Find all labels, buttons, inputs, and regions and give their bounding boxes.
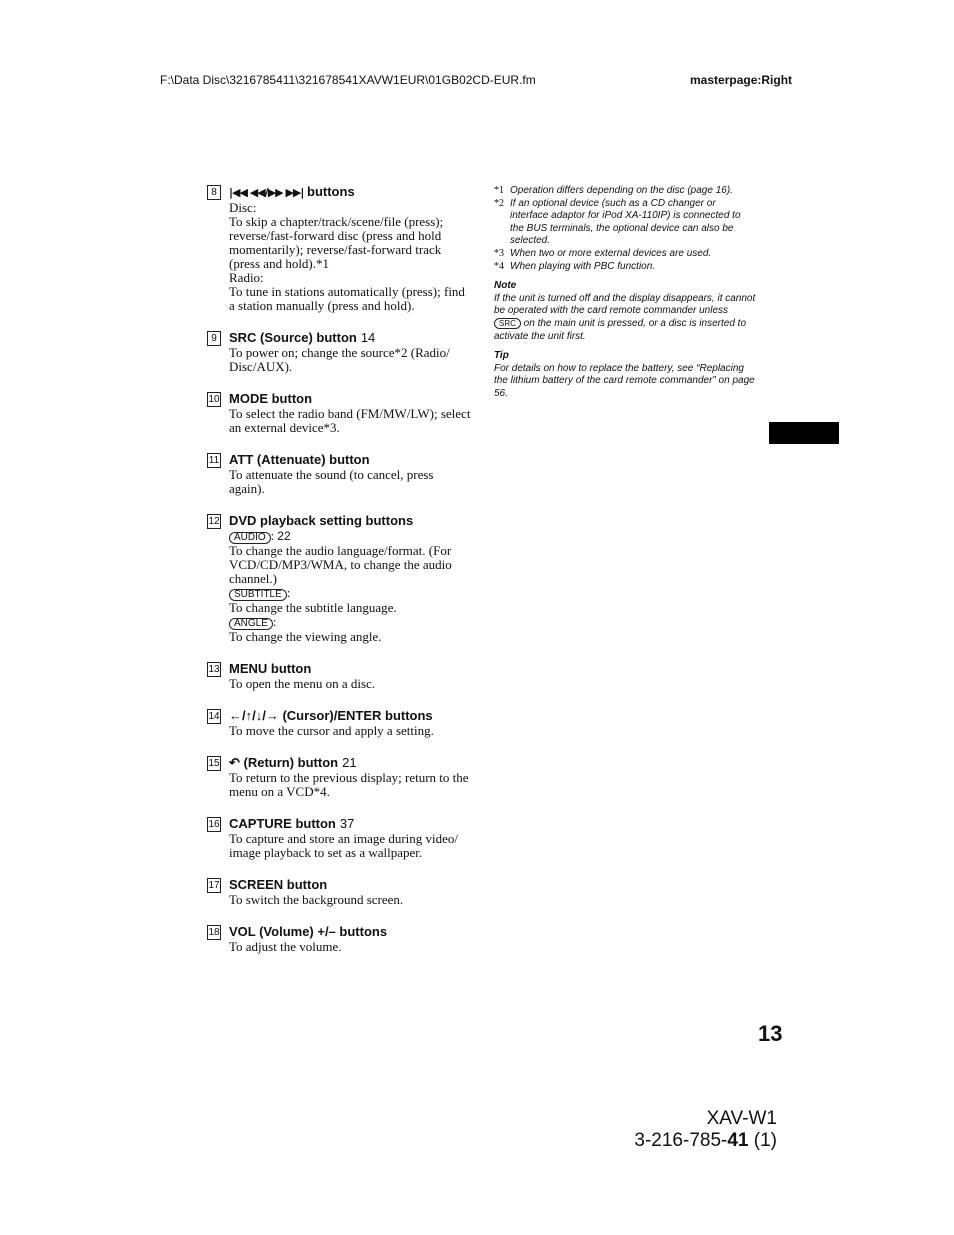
entry-mode	[207, 390, 472, 435]
model-code	[634, 1108, 777, 1152]
header-file-path: F:\Data Disc\3216785411\321678541XAVW1EUR\01GB02CD-EUR.fm	[160, 73, 536, 87]
footnote: *2 If an optional device (such as a CD changer or interface adaptor for iPod XA-110IP) is connected to the BUS terminals, the optional device can also be selected.	[494, 197, 741, 247]
entry-number: 15	[208, 758, 220, 769]
entry-text: To return to the previous display; return to the menu on a VCD*4.	[229, 770, 469, 799]
entry-text: To skip a chapter/track/scene/file (press); reverse/fast-forward disc (press and hold momentarily); reverse/fast-forward track (press and hold).*1	[229, 214, 444, 271]
page-ref: 22	[277, 529, 291, 543]
entry-title: SRC (Source) button	[229, 330, 357, 345]
entry-number: 9	[207, 331, 221, 346]
tip-block	[494, 350, 756, 400]
page-ref: 37	[339, 816, 355, 831]
entry-src	[207, 329, 472, 374]
angle-key: ANGLE	[229, 618, 273, 630]
tip-heading: Tip	[494, 350, 509, 362]
entry-text: To move the cursor and apply a setting.	[229, 723, 434, 738]
entry-text: Disc:	[229, 200, 257, 215]
subtitle-key: SUBTITLE	[229, 589, 287, 601]
audio-key: AUDIO	[229, 532, 271, 544]
note-block: Note If the unit is turned off and the display disappears, it cannot be operated with the card remote commander unless SRC on the main unit is pressed, or a disc is inserted to activate the unit first.	[494, 280, 756, 342]
entry-volume	[207, 923, 472, 954]
tip-text: For details on how to replace the battery, see “Replacing the lithium battery of the card remote commander” on page 56.	[494, 362, 755, 399]
entry-text: Radio:	[229, 270, 264, 285]
entry-title: DVD playback setting buttons	[229, 513, 414, 528]
entry-title: ↶ (Return) button	[229, 755, 339, 770]
section-tab-marker	[769, 422, 839, 444]
entry-number: 10	[208, 394, 220, 405]
entry-text: To capture and store an image during video/ image playback to set as a wallpaper.	[229, 831, 459, 860]
entry-title: SCREEN button	[229, 877, 328, 892]
footnote: *3 When two or more external devices are used.	[494, 247, 712, 259]
page-ref: 14	[360, 330, 376, 345]
entry-number: 8	[207, 185, 221, 200]
entry-text: To switch the background screen.	[229, 892, 404, 907]
entry-title: MODE button	[229, 391, 313, 406]
model-name: XAV-W1	[706, 1108, 777, 1129]
entry-text: To change the subtitle language.	[229, 600, 397, 615]
entry-text: To open the menu on a disc.	[229, 676, 376, 691]
entry-title: VOL (Volume) +/– buttons	[229, 924, 388, 939]
entry-text: To select the radio band (FM/MW/LW); select an external device*3.	[229, 406, 471, 435]
part-number: 3-216-785-41 (1)	[634, 1130, 777, 1151]
button-descriptions	[207, 183, 472, 970]
entry-text: To power on; change the source*2 (Radio/ Disc/AUX).	[229, 345, 450, 374]
entry-text: To change the viewing angle.	[229, 629, 382, 644]
entry-title: MENU button	[229, 661, 312, 676]
header-masterpage: masterpage:Right	[690, 73, 793, 87]
entry-return	[207, 754, 472, 799]
entry-title: ←/↑/↓/→ (Cursor)/ENTER buttons	[229, 708, 433, 723]
note-heading: Note	[494, 280, 517, 292]
entry-number: 16	[208, 819, 220, 830]
entry-cursor	[207, 707, 472, 738]
page-ref: 21	[342, 755, 357, 770]
src-key: SRC	[494, 318, 521, 329]
entry-title: CAPTURE button	[229, 816, 336, 831]
entry-text: To change the audio language/format. (For VCD/CD/MP3/WMA, to change the audio channel.)	[229, 543, 452, 586]
entry-screen	[207, 876, 472, 907]
page-number: 13	[758, 1021, 783, 1046]
entry-number: 13	[208, 664, 220, 675]
footnote: *1 Operation differs depending on the disc (page 16).	[494, 185, 733, 196]
entry-title: ATT (Attenuate) button	[229, 452, 370, 467]
entry-text: To attenuate the sound (to cancel, press again).	[229, 467, 434, 496]
prev-rewind-ffwd-next-icon: |◀◀ ◀◀/▶▶ ▶▶|	[229, 186, 304, 199]
entry-number: 14	[208, 711, 220, 722]
entry-number: 11	[208, 455, 220, 466]
entry-text: To tune in stations automatically (press); find a station manually (press and hold).	[229, 284, 465, 313]
entry-number: 18	[208, 927, 220, 938]
entry-att	[207, 451, 472, 496]
entry-prev-next	[207, 183, 472, 313]
entry-text: To adjust the volume.	[229, 939, 342, 954]
entry-dvd-settings: 12 DVD playback setting buttons AUDIO : 22 To change the audio language/format. (For VCD/CD/MP3/WMA, to change the audio channel.) SUBTITLE : To change the subtitle language. ANGLE : To change the viewing angle.	[207, 512, 472, 644]
entry-number: 17	[208, 880, 220, 891]
entry-capture	[207, 815, 472, 860]
entry-title: buttons	[307, 184, 355, 199]
footnotes-column	[494, 185, 756, 401]
entry-menu	[207, 660, 472, 691]
footnote: *4 When playing with PBC function.	[494, 260, 656, 272]
entry-number: 12	[208, 516, 220, 527]
